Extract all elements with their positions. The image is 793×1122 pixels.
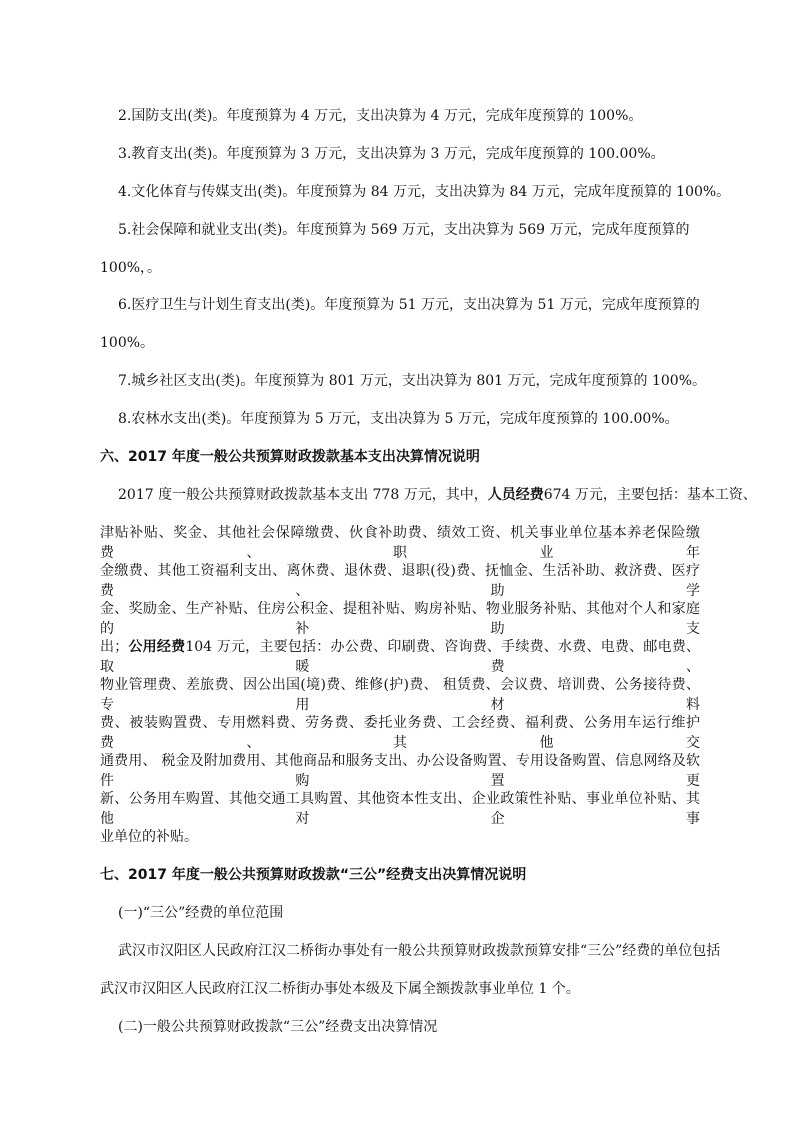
section7-heading: 七、2017 年度一般公共预算财政拨款“三公”经费支出决算情况说明 (100, 867, 527, 883)
section6-para-line2: 津贴补贴、奖金、其他社会保障缴费、伙食补助费、绩效工资、机关事业单位基本养老保险缴费、职业年 (100, 525, 700, 561)
item-health: 6.医疗卫生与计划生育支出(类)。年度预算为 51 万元，支出决算为 51 万元，完成年度预算的 (118, 297, 700, 313)
item-social-security: 5.社会保障和就业支出(类)。年度预算为 569 万元，支出决算为 569 万元，完成年度预算的 (118, 222, 690, 238)
section6-para-line6: 物业管理费、差旅费、因公出国(境)费、维修(护)费、 租赁费、会议费、培训费、公务接待费、专用材料 (100, 677, 700, 713)
section6-para-line1 (118, 485, 757, 505)
section6-para-line7: 费、被装购置费、专用燃料费、劳务费、委托业务费、工会经费、福利费、公务用车运行维护费、其他交 (100, 715, 700, 751)
section6-para-line4: 金、奖励金、生产补贴、住房公积金、提租补贴、购房补贴、物业服务补贴、其他对个人和家庭的补助支 (100, 601, 700, 637)
section6-para-line10: 业单位的补贴。 (100, 829, 198, 845)
section6-text-d: 104 万元，主要包括：办公费、印刷费、咨询费、手续费、水费、电费、邮电费、取暖费、 (100, 639, 701, 675)
section6-para-line5 (100, 637, 700, 677)
item-urban-community: 7.城乡社区支出(类)。年度预算为 801 万元，支出决算为 801 万元，完成年度预算的 100%。 (118, 373, 706, 389)
section7-subheading-scope: (一)“三公”经费的单位范围 (118, 905, 284, 921)
item-culture: 4.文化体育与传媒支出(类)。年度预算为 84 万元，支出决算为 84 万元，完成年度预算的 100%。 (118, 184, 731, 200)
section6-para-line9: 新、公务用车购置、其他交通工具购置、其他资本性支出、企业政策性补贴、事业单位补贴、其他对企事 (100, 791, 700, 827)
item-education: 3.教育支出(类)。年度预算为 3 万元，支出决算为 3 万元，完成年度预算的 100.00%。 (118, 146, 665, 162)
item-social-security-cont: 100%，。 (100, 260, 162, 276)
section6-text-a: 2017 度一般公共预算财政拨款基本支出 778 万元，其中， (118, 487, 488, 503)
personnel-expense-label: 人员经费 (487, 487, 544, 503)
item-agriculture: 8.农林水支出(类)。年度预算为 5 万元，支出决算为 5 万元，完成年度预算的 100.00%。 (118, 411, 679, 427)
section7-scope-line2: 武汉市汉阳区人民政府江汉二桥街办事处本级及下属全额拨款事业单位 1 个。 (100, 981, 580, 997)
section7-subheading-expenses: (二)一般公共预算财政拨款“三公”经费支出决算情况 (118, 1019, 438, 1035)
item-health-cont: 100%。 (100, 335, 155, 351)
public-expense-label: 公用经费 (128, 639, 186, 655)
item-defense: 2.国防支出(类)。年度预算为 4 万元，支出决算为 4 万元，完成年度预算的 100%。 (118, 108, 643, 124)
section6-text-b: 674 万元，主要包括：基本工资、 (543, 487, 757, 503)
section6-para-line3: 金缴费、其他工资福利支出、离休费、退休费、退职(役)费、抚恤金、生活补助、救济费、医疗费、助学 (100, 563, 700, 599)
section6-text-c: 出； (100, 639, 129, 655)
section6-heading: 六、2017 年度一般公共预算财政拨款基本支出决算情况说明 (100, 449, 480, 465)
section7-scope-line1: 武汉市汉阳区人民政府江汉二桥街办事处有一般公共预算财政拨款预算安排“三公”经费的单位包括 (118, 943, 721, 959)
section6-para-line8: 通费用、 税金及附加费用、其他商品和服务支出、办公设备购置、专用设备购置、信息网络及软件购置更 (100, 753, 700, 789)
